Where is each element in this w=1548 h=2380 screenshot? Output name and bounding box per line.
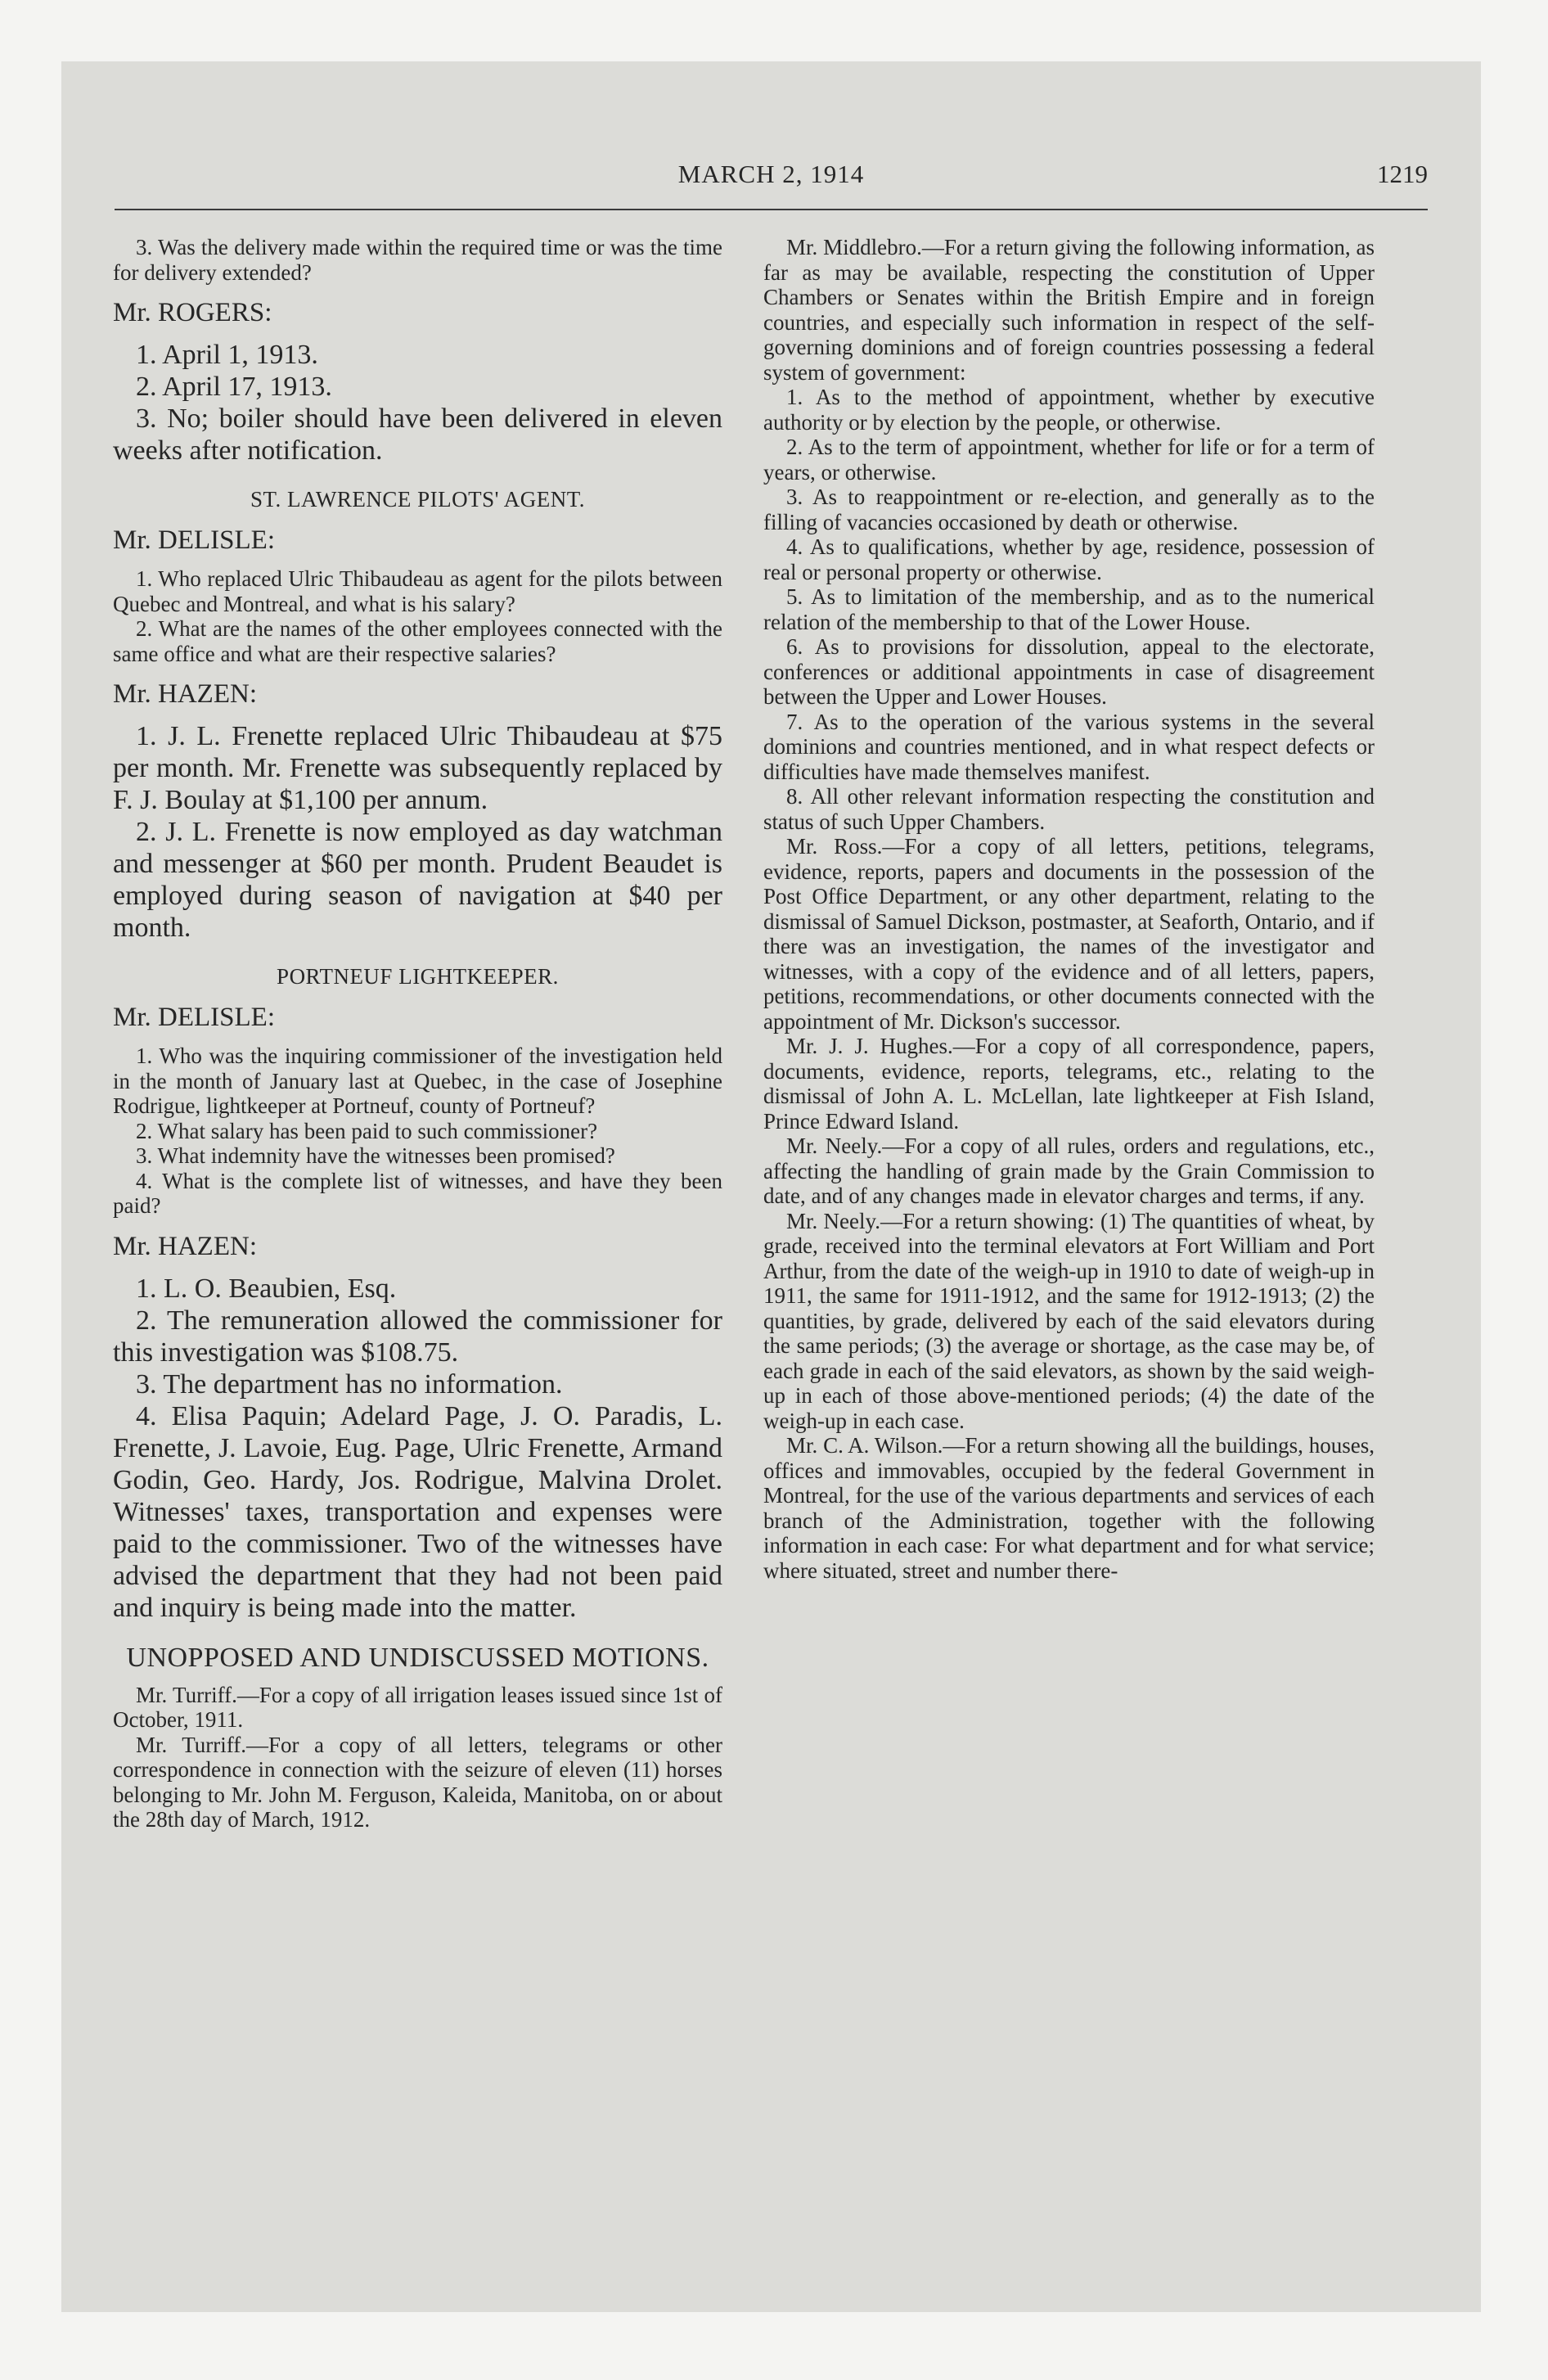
motion-hughes: Mr. J. J. Hughes.—For a copy of all correspondence, papers, documents, evidence, reports, telegrams, etc., relating to the dismissal of John A. L. McLellan, late lightkeeper at Fish Island, Prince Edward Island. [763,1034,1375,1134]
page-header [61,160,1481,192]
answer: 2. The remuneration allowed the commissioner for this investigation was $108.75. [113,1305,722,1368]
question: 1. Who was the inquiring commissioner of the investigation held in the month of January last at Quebec, in the case of Josephine Rodrigue, lightkeeper at Portneuf, county of Portneuf? [113,1044,722,1118]
motion-neely: Mr. Neely.—For a copy of all rules, orders and regulations, etc., affecting the handling of grain made by the Grain Commission to date, and of any changes made in elevator charges and terms, if any. [763,1134,1375,1208]
motion: Mr. Turriff.—For a copy of all letters, telegrams or other correspondence in connection with the seizure of eleven (11) horses belonging to Mr. John M. Ferguson, Kaleida, Manitoba, on or about the 28th day of March, 1912. [113,1732,722,1832]
answer: 4. Elisa Paquin; Adelard Page, J. O. Paradis, L. Frenette, J. Lavoie, Eug. Page, Ulric Frenette, Armand Godin, Geo. Hardy, Jos. Rodrigue, Malvina Drolet. Witnesses' taxes, transportation and expenses were paid to the commissioner. Two of the witnesses have advised the department that they had not been paid and inquiry is being made into the matter. [113,1400,722,1623]
section-heading-pilots: ST. LAWRENCE PILOTS' AGENT. [250,487,585,512]
answer: 1. L. O. Beaubien, Esq. [136,1273,397,1304]
question: 2. What are the names of the other employees connected with the same office and what are their respective salaries? [113,616,722,666]
motion-item: 1. As to the method of appointment, whether by executive authority or by election by the people, or otherwise. [763,385,1375,435]
speaker-delisle: Mr. DELISLE: [113,1003,275,1032]
speaker-hazen: Mr. HAZEN: [113,1231,257,1261]
speaker-rogers: Mr. ROGERS: [113,298,272,327]
answer: 3. The department has no information. [136,1368,563,1400]
question: 4. What is the complete list of witnesses, and have they been paid? [113,1168,722,1218]
page-number: 1219 [1377,160,1428,188]
section-heading-motions: UNOPPOSED AND UNDISCUSSED MOTIONS. [126,1642,709,1673]
header-rule [115,209,1428,210]
answer: 2. J. L. Frenette is now employed as day watchman and messenger at $60 per month. Prudent Beaudet is employed during season of navigation at $40 per month. [113,817,722,943]
motion-item: 5. As to limitation of the membership, and as to the numerical relation of the membership to that of the Lower House. [763,584,1375,634]
speaker-hazen: Mr. HAZEN: [113,679,257,709]
motion-item: 4. As to qualifications, whether by age, residence, possession of real or personal property or otherwise. [763,534,1375,584]
question-3: 3. Was the delivery made within the required time or was the time for delivery extended? [113,235,722,285]
motion-item: 2. As to the term of appointment, whether for life or for a term of years, or otherwise. [763,435,1375,485]
section-heading-lightkeeper: PORTNEUF LIGHTKEEPER. [277,964,559,989]
answer: 1. J. L. Frenette replaced Ulric Thibaudeau at $75 per month. Mr. Frenette was subsequently replaced by F. J. Boulay at $1,100 per annum. [113,721,722,815]
motion-item: 3. As to reappointment or re-election, and generally as to the filling of vacancies occasioned by death or otherwise. [763,485,1375,534]
motion-item: 8. All other relevant information respecting the constitution and status of such Upper Chambers. [763,784,1375,834]
answer: 3. No; boiler should have been delivered in eleven weeks after notification. [113,403,722,466]
right-column [763,235,1375,1583]
motion-ross: Mr. Ross.—For a copy of all letters, petitions, telegrams, evidence, reports, papers and documents in the possession of the Post Office Department, or any other department, relating to the dismissal of Samuel Dickson, postmaster, at Seaforth, Ontario, and if there was an investigation, the names of the investigator and witnesses, with a copy of the evidence and of all letters, papers, petitions, recommendations, or other documents connected with the appointment of Mr. Dickson's successor. [763,834,1375,1034]
answer: 1. April 1, 1913. [136,340,318,370]
speaker-delisle: Mr. DELISLE: [113,525,275,555]
motion-wilson: Mr. C. A. Wilson.—For a return showing all the buildings, houses, offices and immovables, occupied by the federal Government in Montreal, for the use of the various departments and services of each branch of the Administration, together with the following information in each case: For what department and for what service; where situated, street and number there- [763,1433,1375,1583]
motion-item: 6. As to provisions for dissolution, appeal to the electorate, conferences or additional appointments in case of disagreement between the Upper and Lower Houses. [763,634,1375,709]
question: 3. What indemnity have the witnesses been promised? [136,1143,615,1168]
question: 2. What salary has been paid to such commissioner? [136,1118,598,1143]
motion: Mr. Turriff.—For a copy of all irrigation leases issued since 1st of October, 1911. [113,1682,722,1732]
header-date: MARCH 2, 1914 [677,160,865,188]
left-column [113,235,722,1832]
document-page [61,61,1481,2312]
question: 1. Who replaced Ulric Thibaudeau as agent for the pilots between Quebec and Montreal, and what is his salary? [113,566,722,616]
motion-neely: Mr. Neely.—For a return showing: (1) The quantities of wheat, by grade, received into the terminal elevators at Fort William and Port Arthur, from the date of the weigh-up in 1910 to date of weigh-up in 1911, the same for 1911-1912, and the same for 1912-1913; (2) the quantities, by grade, delivered by each of the said elevators during the same periods; (3) the average or shortage, as the case may be, of each grade in each of the said elevators, as shown by the said weigh-up in each of those above-mentioned periods; (4) the date of the weigh-up in each case. [763,1208,1375,1433]
answer: 2. April 17, 1913. [136,372,332,402]
motion-middlebro: Mr. Middlebro.—For a return giving the following information, as far as may be available, respecting the constitution of Upper Chambers or Senates within the British Empire and in foreign countries, and especially such information in respect of the self-governing dominions and of foreign countries possessing a federal system of government: [763,235,1375,385]
motion-item: 7. As to the operation of the various systems in the several dominions and countries mentioned, and in what respect defects or difficulties have made themselves manifest. [763,709,1375,784]
